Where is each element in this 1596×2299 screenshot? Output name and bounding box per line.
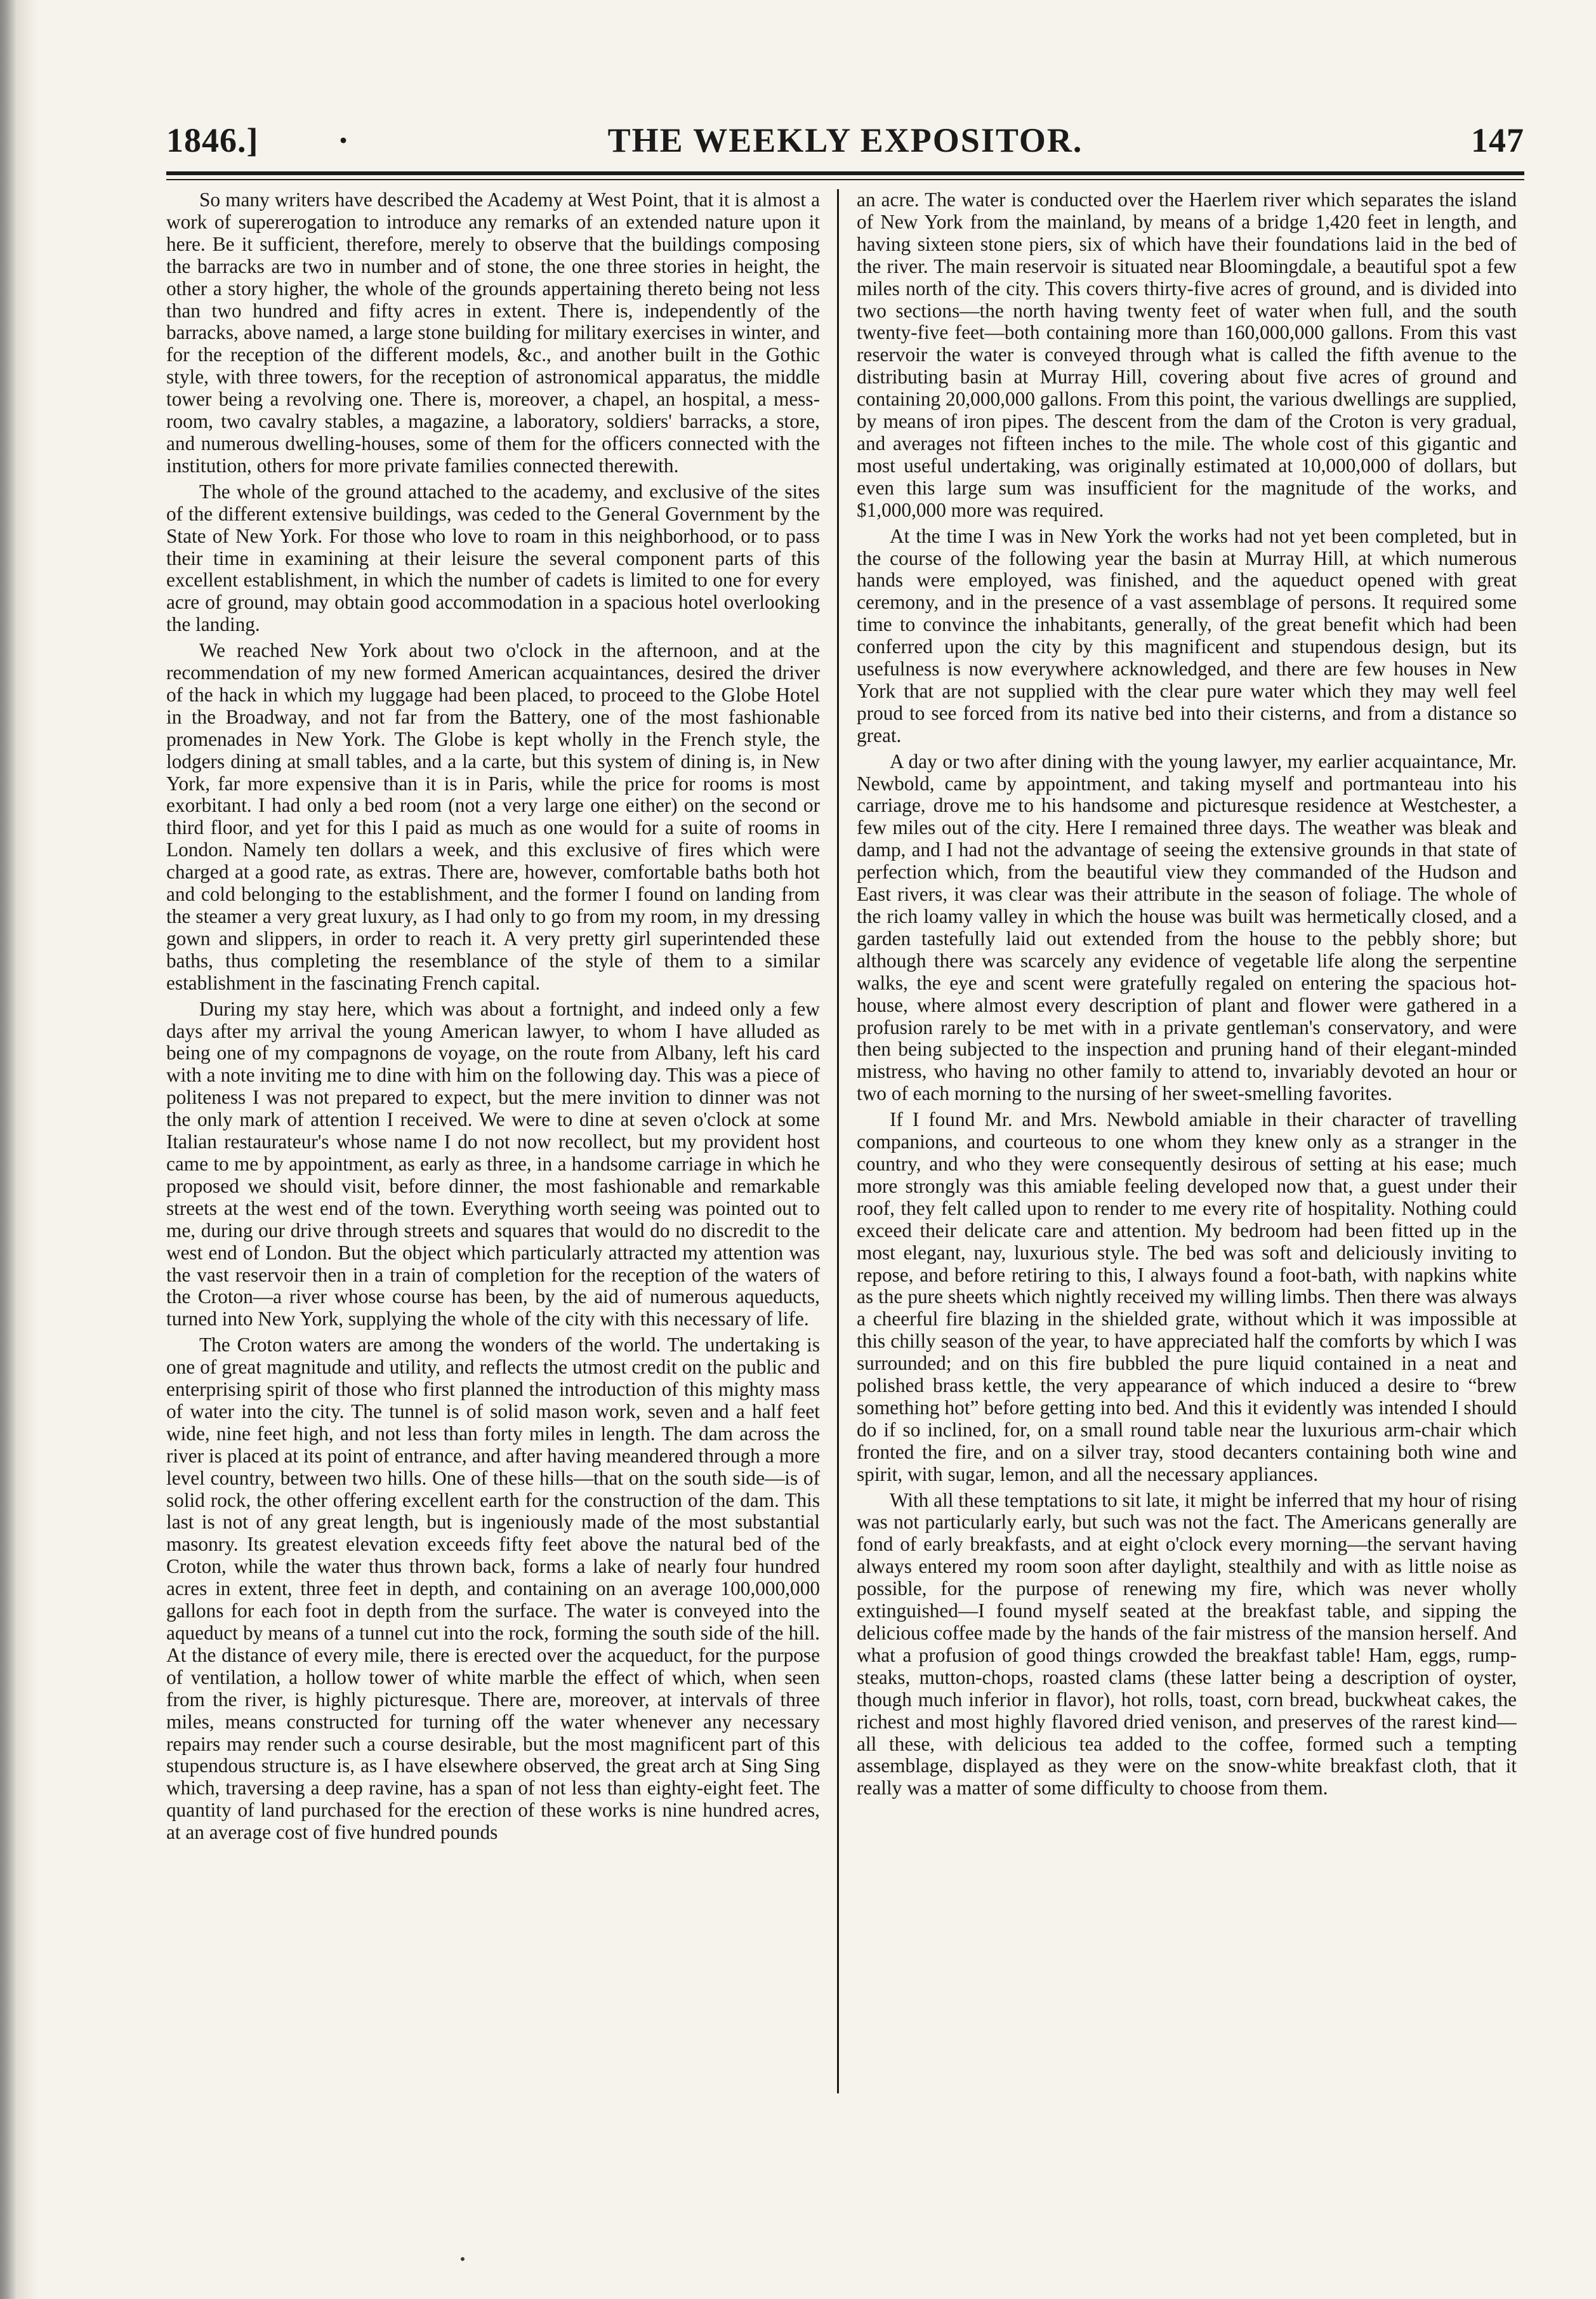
publication-title: THE WEEKLY EXPOSITOR. xyxy=(607,121,1083,159)
article-paragraph: The Croton waters are among the wonders of the world. The undertaking is one of great magnitude and utility, and reflects the utmost credit on the public and enterprising spirit of those who first planned the introduction of this mighty mass of water into the city. The tunnel is of solid mason work, seven and a half feet wide, nine feet high, and not less than forty miles in length. The dam across the river is placed at its point of entrance, and after having meandered through a more level country, between two hills. One of these hills—that on the south side—is of solid rock, the other offering excellent earth for the construction of the dam. This last is not of any great length, but is ingeniously made of the most substantial masonry. Its greatest elevation exceeds fifty feet above the natural bed of the Croton, while the water thus thrown back, forms a lake of nearly four hundred acres in extent, three feet in depth, and containing on an average 100,000,000 gallons for each foot in depth from the surface. The water is conveyed into the aqueduct by means of a tunnel cut into the rock, forming the south side of the hill. At the distance of every mile, there is erected over the acqueduct, for the purpose of ventilation, a hollow tower of white marble the effect of which, when seen from the river, is highly picturesque. There are, moreover, at intervals of three miles, means constructed for turning off the water whenever any necessary repairs may render such a course desirable, but the most magnificent part of this stupendous structure is, as I have elsewhere observed, the great arch at Sing Sing which, traversing a deep ravine, has a span of not less than eighty-eight feet. The quantity of land purchased for the erection of these works is nine hundred acres, at an average cost of five hundred pounds xyxy=(166,1334,820,1844)
article-paragraph: During my stay here, which was about a fortnight, and indeed only a few days after my arrival the young American lawyer, to whom I have alluded as being one of my compagnons de voyage, on the route from Albany, left his card with a note inviting me to dine with him on the following day. This was a piece of politeness I was not prepared to expect, but the mere invition to dinner was not the only mark of attention I received. We were to dine at seven o'clock at some Italian restaurateur's whose name I do not now recollect, but my provident host came to me by appointment, as early as three, in a handsome carriage in which he proposed we should visit, before dinner, the most fashionable and remarkable streets at the west end of the town. Everything worth seeing was pointed out to me, during our drive through streets and squares that would do no discredit to the west end of London. But the object which particularly attracted my attention was the vast reservoir then in a train of completion for the reception of the waters of the Croton—a river whose course has been, by the aid of numerous aqueducts, turned into New York, supplying the whole of the city with this necessary of life. xyxy=(166,997,820,1330)
ink-speck xyxy=(461,2257,465,2261)
article-paragraph: If I found Mr. and Mrs. Newbold amiable in their character of travelling companions, and courteous to one whom they knew only as a stranger in the country, and who they were consequently desirous of setting at his ease; much more strongly was this amiable feeling developed now that, a guest under their roof, they felt called upon to render to me every rite of hospitality. Nothing could exceed their delicate care and attention. My bedroom had been fitted up in the most elegant, nay, luxurious style. The bed was soft and deliciously inviting to repose, and before retiring to this, I always found a foot-bath, with napkins white as the pure sheets which nightly received my willing limbs. Then there was always a cheerful fire blazing in the shielded grate, without which it was impossible at this chilly season of the year, to have appreciated half the comforts by which I was surrounded; and on this fire bubbled the pure liquid contained in a neat and polished brass kettle, the very appearance of which induced a desire to “brew something hot” before getting into bed. And this it evidently was intended I should do if so inclined, for, on a small round table near the luxurious arm-chair which fronted the fire, and on a silver tray, stood decanters containing both wine and spirit, with sugar, lemon, and all the necessary appliances. xyxy=(857,1108,1517,1485)
header-year: 1846.] xyxy=(166,121,259,159)
left-column xyxy=(166,189,820,2195)
header-separator: · xyxy=(338,121,350,159)
article-paragraph: With all these temptations to sit late, it might be inferred that my hour of rising was not particularly early, but such was not the fact. The Americans generally are fond of early breakfasts, and at eight o'clock every morning—the servant having always entered my room soon after daylight, stealthily and with as little noise as possible, for the purpose of renewing my fire, which was never wholly extinguished—I found myself seated at the breakfast table, and sipping the delicious coffee made by the hands of the fair mistress of the mansion herself. And what a profusion of good things crowded the breakfast table! Ham, eggs, rump-steaks, mutton-chops, roasted clams (these latter being a description of oyster, though much inferior in flavor), hot rolls, toast, corn bread, buckwheat cakes, the richest and most highly flavored dried venison, and preserves of the rarest kind—all these, with delicious tea added to the coffee, formed such a tempting assemblage, displayed as they were on the snow-white breakfast cloth, that it really was a matter of some difficulty to choose from them. xyxy=(857,1488,1517,1799)
page-number: 147 xyxy=(1471,121,1524,159)
article-paragraph: We reached New York about two o'clock in the afternoon, and at the recommendation of my new formed American acquaintances, desired the driver of the hack in which my luggage had been placed, to proceed to the Globe Hotel in the Broadway, and not far from the Battery, one of the most fashionable promenades in New York. The Globe is kept wholly in the French style, the lodgers dining at small tables, and a la carte, but this system of dining is, in New York, far more expensive than it is in Paris, while the price for rooms is most exorbitant. I had only a bed room (not a very large one either) on the second or third floor, and yet for this I paid as much as one would for a suite of rooms in London. Namely ten dollars a week, and this exclusive of fires which were charged at a good rate, as extras. There are, however, comfortable baths both hot and cold belonging to the establishment, and the former I found on landing from the steamer a very great luxury, as I had only to go from my room, in my dressing gown and slippers, in order to reach it. A very pretty girl superintended these baths, thus completing the resemblance of the style of them to a similar establishment in the fascinating French capital. xyxy=(166,639,820,994)
newspaper-page xyxy=(166,108,1524,2215)
header-rule-thin xyxy=(166,179,1524,180)
article-paragraph: At the time I was in New York the works had not yet been completed, but in the course of the following year the basin at Murray Hill, at which numerous hands were employed, was finished, and the aqueduct opened with great ceremony, and in the presence of a vast assemblage of persons. It required some time to convince the inhabitants, generally, of the great benefit which had been conferred upon the city by this magnificent and stupendous design, but its usefulness is now everywhere acknowledged, and there are few houses in New York that are not supplied with the clear pure water which they may well feel proud to see forced from its native bed into their cisterns, and from a distance so great. xyxy=(857,524,1517,746)
right-column xyxy=(857,189,1517,2195)
article-paragraph: an acre. The water is conducted over the Haerlem river which separates the island of New York from the mainland, by means of a bridge 1,420 feet in length, and having sixteen stone piers, six of which have their foundations laid in the bed of the river. The main reservoir is situated near Bloomingdale, a beautiful spot a few miles north of the city. This covers thirty-five acres of ground, and is divided into two sections—the north having twenty feet of water when full, and the south twenty-five feet—both containing more than 160,000,000 gallons. From this vast reservoir the water is conveyed through what is called the fifth avenue to the distributing basin at Murray Hill, covering about five acres of ground and containing 20,000,000 gallons. From this point, the various dwellings are supplied, by means of iron pipes. The descent from the dam of the Croton is very gradual, and averages not fifteen inches to the mile. The whole cost of this gigantic and most useful undertaking, was originally estimated at 10,000,000 of dollars, but even this large sum was insufficient for the magnitude of the works, and $1,000,000 more was required. xyxy=(857,189,1517,521)
article-paragraph: The whole of the ground attached to the academy, and exclusive of the sites of the different extensive buildings, was ceded to the General Government by the State of New York. For those who love to roam in this neighborhood, or to pass their time in examining at their leisure the several component parts of this excellent establishment, in which the number of cadets is limited to one for every acre of ground, may obtain good accommodation in a spacious hotel overlooking the landing. xyxy=(166,480,820,636)
column-divider xyxy=(837,189,839,2093)
header-rule-thick xyxy=(166,171,1524,175)
page-binding-shadow xyxy=(0,0,57,2299)
running-header xyxy=(166,121,1524,162)
article-paragraph: So many writers have described the Academy at West Point, that it is almost a work of supererogation to introduce any remarks of an extended nature upon it here. Be it sufficient, therefore, merely to observe that the buildings composing the barracks are two in number and of stone, the one three stories in height, the other a story higher, the whole of the grounds appertaining thereto being not less than two hundred and fifty acres in extent. There is, independently of the barracks, above named, a large stone building for military exercises in winter, and for the reception of the different models, &c., and another built in the Gothic style, with three towers, for the reception of astronomical apparatus, the middle tower being a revolving one. There is, moreover, a chapel, an hospital, a mess-room, two cavalry stables, a magazine, a laboratory, soldiers' barracks, a store, and numerous dwelling-houses, some of them for the officers connected with the institution, others for more private families connected therewith. xyxy=(166,189,820,477)
article-paragraph: A day or two after dining with the young lawyer, my earlier acquaintance, Mr. Newbold, came by appointment, and taking myself and portmanteau into his carriage, drove me to his handsome and picturesque residence at Westchester, a few miles out of the city. Here I remained three days. The weather was bleak and damp, and I had not the advantage of seeing the extensive grounds in that state of perfection which, from the beautiful view they commanded of the Hudson and East rivers, it was clear was their attribute in the season of foliage. The whole of the rich loamy valley in which the house was built was hermetically closed, and a garden tastefully laid out extended from the house to the pebbly shore; but although there was scarcely any evidence of vegetable life along the serpentine walks, the eye and scent were gratefully regaled on entering the spacious hot-house, where almost every description of plant and flower were gathered in a profusion rarely to be met with in a private gentleman's conservatory, and were then being subjected to the inspection and pruning hand of their elegant-minded mistress, who having no other family to attend to, invariably devoted an hour or two of each morning to the nursing of her sweet-smelling favorites. xyxy=(857,750,1517,1105)
